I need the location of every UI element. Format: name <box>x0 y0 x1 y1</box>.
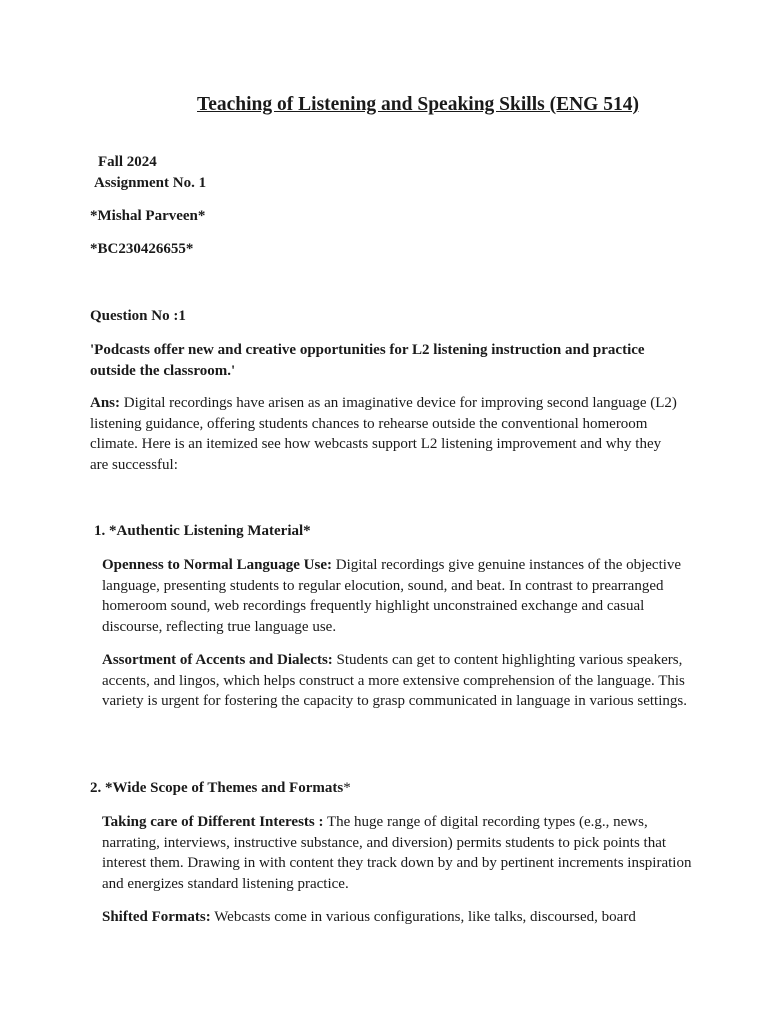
answer-paragraph <box>90 393 680 475</box>
section1-p2-label: Assortment of Accents and Dialects: <box>102 652 333 668</box>
section2-p2-label: Shifted Formats: <box>102 909 211 925</box>
answer-text: Digital recordings have arisen as an imaginative device for improving second language (L2) listening guidance, offering students chances to rehearse outside the conventional homeroom climate. Here is an itemized see how webcasts support L2 listening improvement and why they are successful: <box>90 395 677 473</box>
answer-label: Ans: <box>90 395 121 411</box>
section2-heading-tail: * <box>343 780 351 796</box>
student-id: *BC230426655* <box>90 241 194 257</box>
student-name: *Mishal Parveen* <box>90 208 206 224</box>
section1-p2-text: Students can get to content highlighting various speakers, accents, and lingos, which helps construct a more extensive comprehension of the language. This variety is urgent for fostering the capacity to grasp communicated in language in various settings. <box>102 652 687 710</box>
section1-paragraph-1 <box>90 555 692 637</box>
section1-p1-label: Openness to Normal Language Use: <box>102 557 333 573</box>
assignment-label: Assignment No. 1 <box>94 175 207 191</box>
section1-p1-text: Digital recordings give genuine instances of the objective language, presenting students to regular elocution, sound, and beat. In contrast to prearranged homeroom sound, web recordings frequently highlight unconstrained exchange and casual discourse, reflecting true language use. <box>102 557 682 635</box>
semester-label: Fall 2024 <box>98 154 157 170</box>
section1-paragraph-2 <box>90 650 692 712</box>
section2-p1-text: The huge range of digital recording types (e.g., news, narrating, interviews, instructive substance, and diversion) permits students to pick points that interest them. Drawing in with content they track down by and by pertinent increments inspiration and energizes standard listening practice. <box>102 814 692 892</box>
question-text: 'Podcasts offer new and creative opportunities for L2 listening instruction and practice outside the classroom.' <box>90 342 645 379</box>
question-label: Question No :1 <box>90 308 186 324</box>
section2-p1-label: Taking care of Different Interests : <box>102 814 324 830</box>
section2-p2-text: Webcasts come in various configurations, like talks, discoursed, board <box>210 909 636 925</box>
section2-paragraph-2 <box>90 907 692 928</box>
document-title: Teaching of Listening and Speaking Skills (ENG 514) <box>197 94 639 115</box>
section2-heading-bold: 2. *Wide Scope of Themes and Formats <box>90 780 344 796</box>
section2-heading <box>90 778 680 799</box>
section2-paragraph-1 <box>90 812 692 894</box>
section1-heading: 1. *Authentic Listening Material* <box>94 523 311 539</box>
